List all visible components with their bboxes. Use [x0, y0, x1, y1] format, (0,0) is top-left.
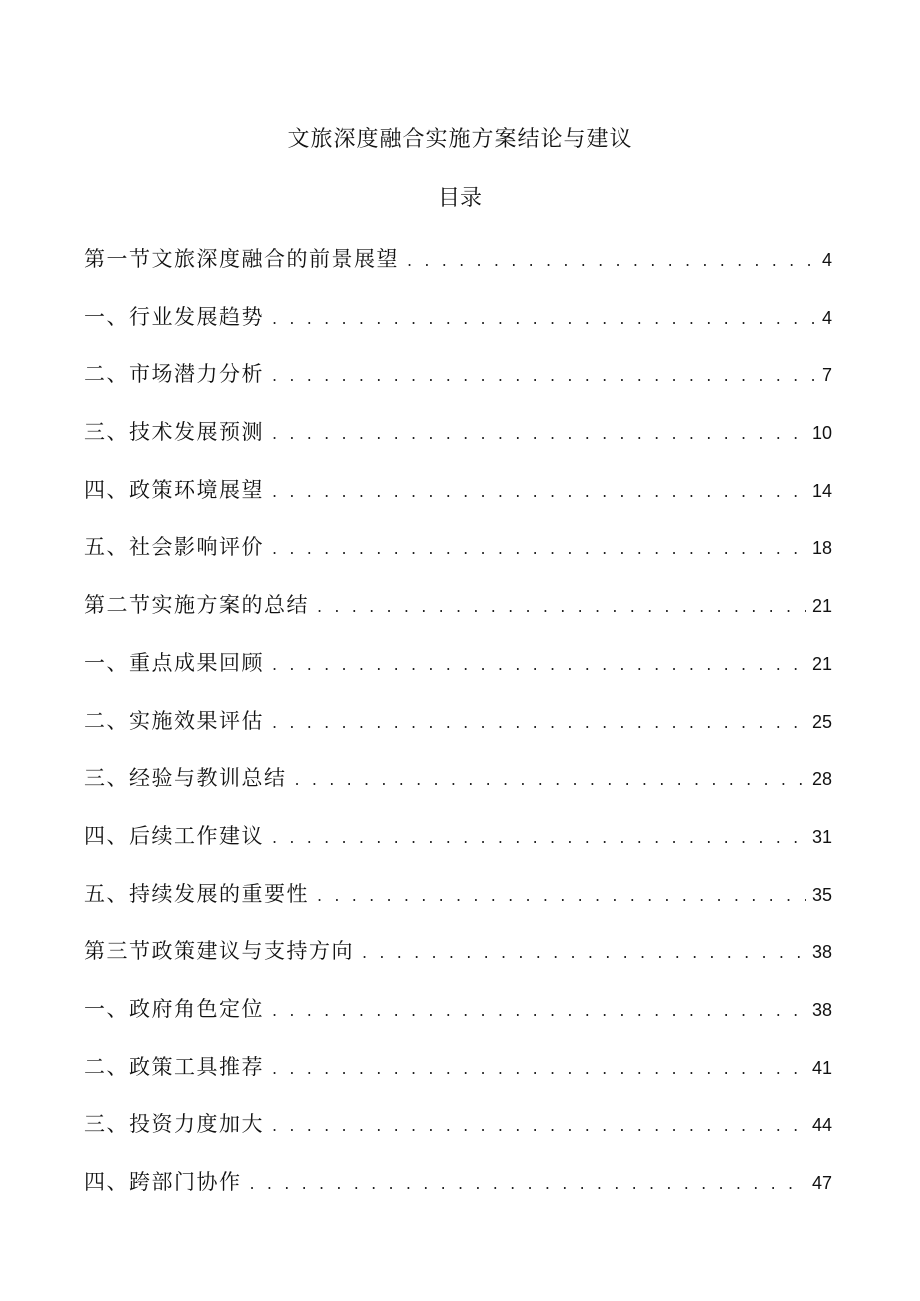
toc-entry-label: 第三节政策建议与支持方向 [84, 939, 354, 964]
toc-page-number: 38 [811, 942, 832, 963]
toc-dot-leader [272, 819, 806, 857]
toc-entry-label: 二、实施效果评估 [84, 708, 264, 733]
toc-entry-label: 四、跨部门协作 [84, 1170, 242, 1194]
toc-dot-leader [272, 357, 814, 395]
toc-entry-label: 五、社会影响评价 [84, 535, 264, 560]
toc-entry-label: 三、投资力度加大 [84, 1112, 264, 1137]
toc-entry[interactable] [84, 817, 832, 875]
toc-page-number: 25 [811, 711, 832, 732]
toc-dot-leader [272, 992, 806, 1030]
table-of-contents [84, 240, 832, 1221]
toc-entry-label: 二、市场潜力分析 [84, 362, 264, 387]
toc-entry[interactable] [84, 528, 832, 586]
toc-page-number: 7 [821, 365, 832, 386]
toc-entry[interactable] [84, 759, 832, 817]
toc-entry[interactable] [84, 702, 832, 760]
toc-dot-leader [362, 934, 806, 972]
toc-entry-label: 一、政府角色定位 [84, 996, 264, 1021]
toc-entry-label: 一、重点成果回顾 [84, 650, 264, 675]
toc-entry-label: 三、技术发展预测 [84, 420, 264, 445]
toc-entry[interactable] [84, 1105, 832, 1163]
toc-entry-label: 四、后续工作建议 [84, 823, 264, 848]
toc-page-number: 35 [811, 884, 832, 905]
toc-dot-leader [272, 646, 806, 684]
toc-page-number: 21 [811, 596, 832, 617]
toc-entry-label: 第一节文旅深度融合的前景展望 [84, 247, 399, 271]
toc-dot-leader [272, 704, 806, 742]
toc-entry[interactable] [84, 355, 832, 413]
toc-page-number: 38 [811, 999, 832, 1020]
toc-entry-section-1[interactable] [84, 240, 832, 298]
toc-page-number: 44 [811, 1115, 832, 1136]
toc-entry-label: 三、经验与教训总结 [84, 766, 287, 791]
toc-page-number: 14 [811, 480, 832, 501]
toc-dot-leader [272, 473, 806, 511]
toc-dot-leader [272, 1050, 806, 1088]
toc-entry-label: 五、持续发展的重要性 [84, 881, 309, 906]
toc-entry-label: 四、政策环境展望 [84, 477, 264, 502]
toc-page-number: 28 [811, 769, 832, 790]
toc-entry[interactable] [84, 471, 832, 529]
toc-page-number: 4 [821, 250, 832, 270]
toc-entry-section-3[interactable] [84, 932, 832, 990]
toc-entry[interactable] [84, 990, 832, 1048]
toc-dot-leader [407, 242, 814, 280]
toc-page-number: 18 [811, 538, 832, 559]
toc-entry[interactable] [84, 875, 832, 933]
toc-entry[interactable] [84, 644, 832, 702]
toc-dot-leader [317, 877, 806, 915]
toc-page-number: 31 [811, 826, 832, 847]
toc-entry[interactable] [84, 1048, 832, 1106]
toc-heading: 目录 [437, 186, 482, 211]
toc-entry[interactable] [84, 413, 832, 471]
toc-entry[interactable] [84, 1163, 832, 1221]
toc-entry-section-2[interactable] [84, 586, 832, 644]
toc-dot-leader [250, 1165, 806, 1203]
toc-dot-leader [272, 415, 806, 453]
toc-dot-leader [272, 300, 814, 338]
toc-page-number: 10 [811, 423, 832, 444]
toc-dot-leader [317, 588, 806, 626]
toc-entry-label: 第二节实施方案的总结 [84, 593, 309, 618]
toc-entry[interactable] [84, 298, 832, 356]
toc-dot-leader [272, 1107, 806, 1145]
toc-dot-leader [272, 530, 806, 568]
toc-page-number: 47 [811, 1173, 832, 1193]
toc-entry-label: 一、行业发展趋势 [84, 304, 264, 329]
toc-dot-leader [295, 761, 806, 799]
toc-page-number: 4 [821, 307, 832, 328]
document-title: 文旅深度融合实施方案结论与建议 [287, 127, 633, 152]
toc-page-number: 21 [811, 653, 832, 674]
toc-entry-label: 二、政策工具推荐 [84, 1054, 264, 1079]
toc-page-number: 41 [811, 1057, 832, 1078]
